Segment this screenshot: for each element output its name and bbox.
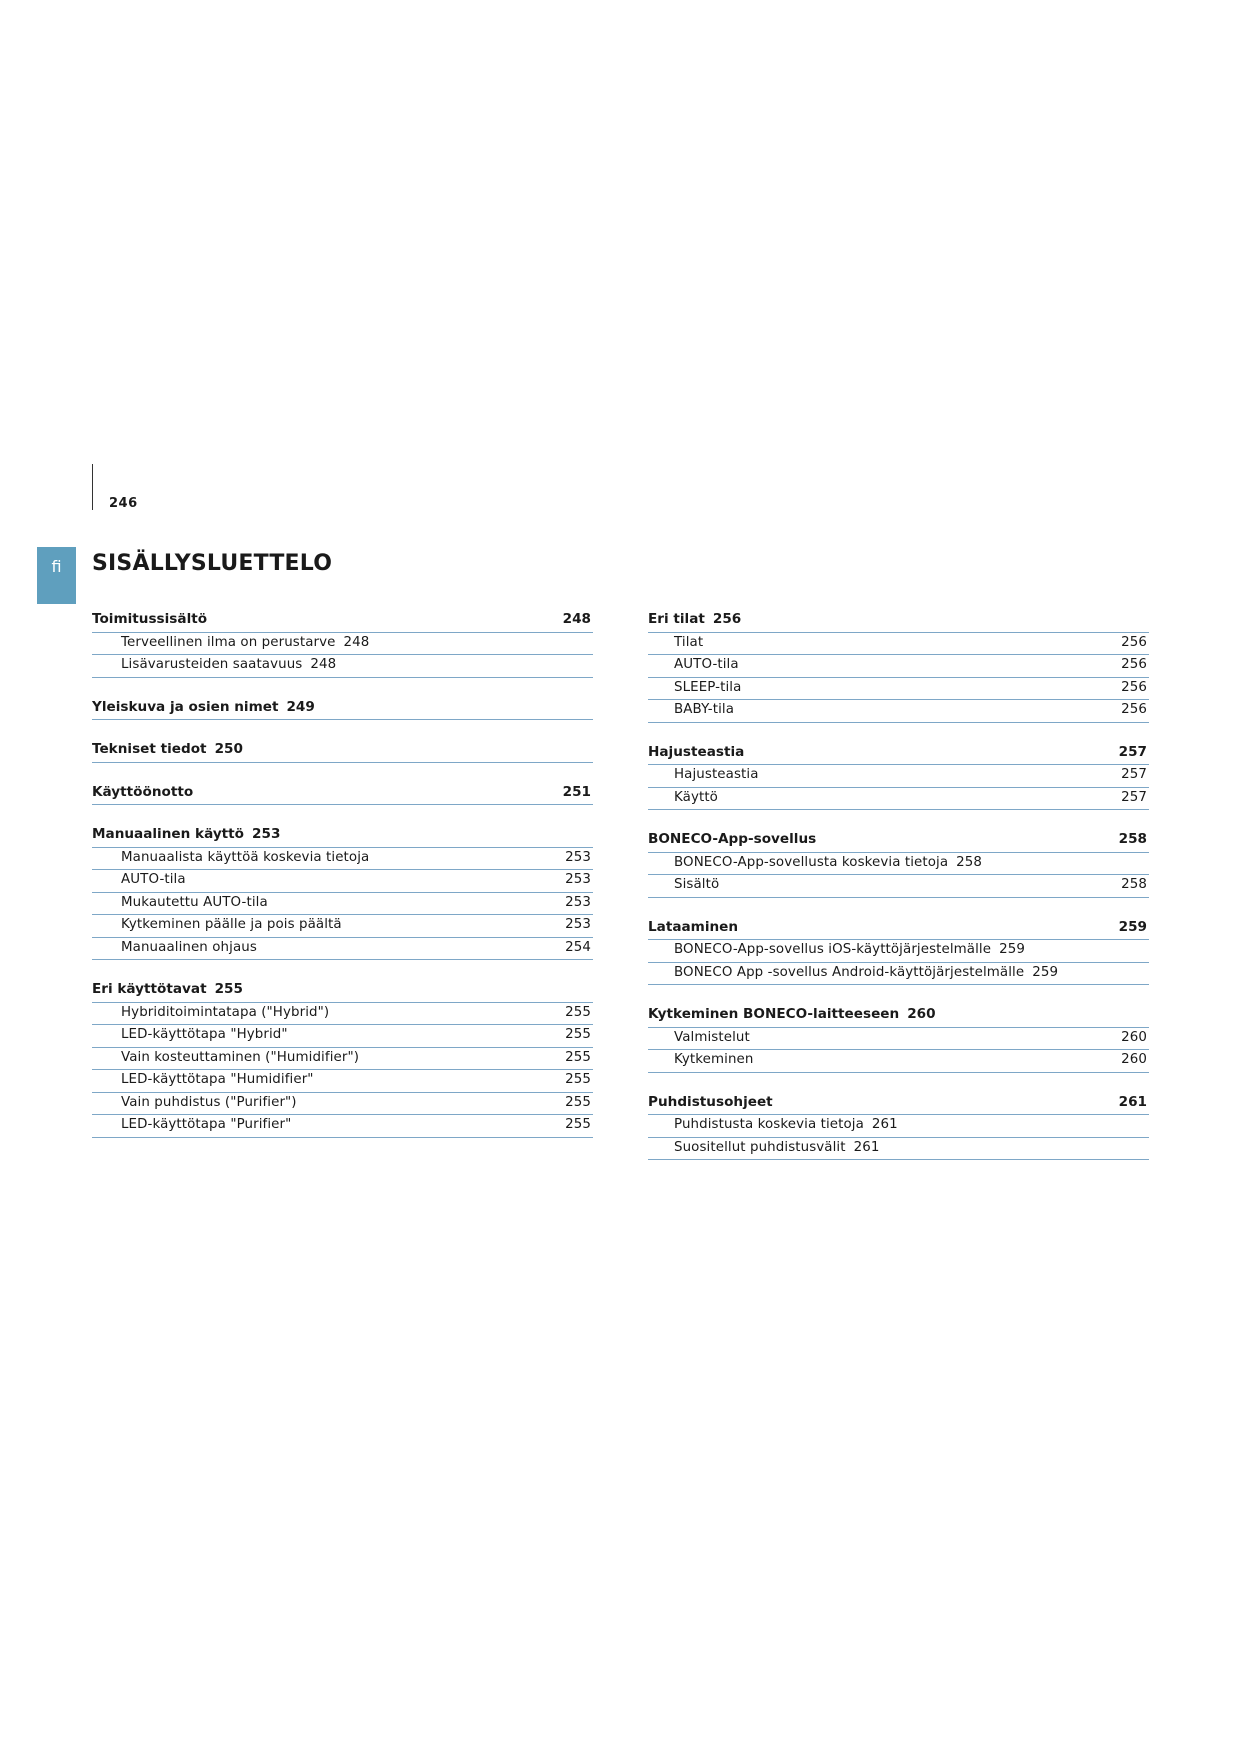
toc-section [92, 783, 593, 806]
page-title: SISÄLLYSLUETTELO [92, 551, 333, 576]
toc-entry-page-number: 257 [1118, 743, 1147, 760]
toc-entry-page-number: 248 [310, 657, 337, 672]
toc-section-heading[interactable] [92, 980, 593, 1003]
toc-section [92, 740, 593, 763]
toc-entry-page-number: 256 [712, 611, 742, 627]
toc-entry-page-number: 255 [565, 1049, 591, 1065]
toc-entry-page-number: 261 [853, 1139, 880, 1155]
toc-entry-label: BONECO-App-sovellusta koskevia tietoja [674, 854, 949, 870]
toc-entry-page-number: 249 [286, 698, 315, 715]
toc-entry-label: Manuaalinen ohjaus [121, 939, 257, 955]
toc-entry-label: Käyttö [674, 789, 718, 805]
toc-entry-label: BONECO-App-sovellus iOS-käyttöjärjestelmälle [674, 942, 992, 957]
toc-entry-label: Käyttöönotto [92, 783, 194, 800]
toc-section-heading[interactable] [648, 918, 1149, 941]
toc-section-heading[interactable] [92, 698, 593, 721]
toc-subentry[interactable] [92, 1048, 593, 1071]
toc-section [648, 1093, 1149, 1161]
toc-entry-page-number: 255 [214, 981, 243, 997]
toc-entry-label: Kytkeminen [674, 1052, 754, 1067]
toc-subentry[interactable] [92, 938, 593, 961]
toc-entry-page-number: 255 [565, 1094, 591, 1110]
toc-subentry[interactable] [92, 655, 593, 678]
toc-subentry[interactable] [92, 1070, 593, 1093]
toc-entry-page-number: 260 [1121, 1029, 1147, 1045]
toc-section-heading[interactable] [648, 743, 1149, 766]
toc-entry-label: Mukautettu AUTO-tila [121, 894, 268, 910]
toc-entry-label: BONECO-App-sovellus [648, 831, 817, 847]
toc-entry-page-number: 257 [1121, 789, 1147, 805]
toc-section [92, 698, 593, 721]
toc-entry-page-number: 253 [565, 849, 591, 865]
toc-entry-page-number: 259 [1032, 964, 1059, 980]
toc-subentry[interactable] [648, 655, 1149, 678]
toc-entry-label: Vain puhdistus ("Purifier") [121, 1094, 297, 1110]
toc-entry-label: Kytkeminen BONECO-laitteeseen [648, 1006, 900, 1022]
toc-entry-label: Hajusteastia [648, 743, 745, 760]
toc-entry-page-number: 260 [1121, 1052, 1147, 1067]
toc-section [648, 743, 1149, 811]
toc-section [92, 825, 593, 960]
toc-entry-label: Eri käyttötavat [92, 981, 207, 997]
toc-subentry[interactable] [92, 1025, 593, 1048]
toc-section [648, 918, 1149, 986]
toc-subentry[interactable] [648, 1028, 1149, 1051]
toc-entry-page-number: 256 [1121, 702, 1147, 717]
page-number-rule [92, 464, 93, 510]
toc-subentry[interactable] [648, 765, 1149, 788]
toc-section-heading[interactable] [92, 610, 593, 633]
toc-entry-label: Hajusteastia [674, 767, 759, 782]
toc-entry-page-number: 254 [565, 939, 591, 955]
toc-entry-page-number: 258 [1118, 831, 1147, 847]
toc-subentry[interactable] [92, 1003, 593, 1026]
toc-entry-label: Puhdistusohjeet [648, 1093, 773, 1110]
toc-entry-label: LED-käyttötapa "Purifier" [121, 1117, 292, 1132]
toc-entry-label: Hybriditoimintatapa ("Hybrid") [121, 1004, 330, 1020]
toc-subentry[interactable] [92, 1115, 593, 1138]
toc-entry-label: Terveellinen ilma on perustarve [121, 634, 336, 650]
toc-subentry[interactable] [648, 963, 1149, 986]
toc-subentry[interactable] [648, 875, 1149, 898]
toc-section-heading[interactable] [648, 830, 1149, 853]
toc-entry-label: Puhdistusta koskevia tietoja [674, 1117, 864, 1132]
toc-entry-label: Toimitussisältö [92, 611, 208, 627]
toc-entry-label: Manuaalista käyttöä koskevia tietoja [121, 849, 370, 865]
toc-entry-page-number: 256 [1121, 634, 1147, 650]
toc-section-heading[interactable] [648, 1005, 1149, 1028]
toc-entry-label: Tilat [674, 634, 704, 650]
toc-subentry[interactable] [92, 633, 593, 656]
toc-entry-page-number: 259 [999, 942, 1025, 957]
toc-entry-label: BABY-tila [674, 702, 735, 717]
toc-entry-label: SLEEP-tila [674, 679, 742, 695]
toc-section-heading[interactable] [92, 783, 593, 806]
toc-subentry[interactable] [648, 678, 1149, 701]
toc-subentry[interactable] [648, 633, 1149, 656]
toc-section [648, 1005, 1149, 1073]
toc-entry-label: LED-käyttötapa "Hybrid" [121, 1027, 288, 1042]
toc-entry-label: AUTO-tila [121, 872, 186, 887]
toc-entry-label: Kytkeminen päälle ja pois päältä [121, 917, 342, 932]
toc-subentry[interactable] [648, 940, 1149, 963]
toc-section [92, 980, 593, 1138]
toc-subentry[interactable] [648, 788, 1149, 811]
toc-column-left [92, 610, 593, 1158]
toc-entry-page-number: 255 [565, 1004, 591, 1020]
toc-entry-page-number: 261 [1118, 1093, 1147, 1110]
toc-subentry[interactable] [92, 915, 593, 938]
language-tab: fi [37, 547, 76, 604]
toc-entry-label: Eri tilat [648, 611, 705, 627]
toc-entry-page-number: 256 [1121, 657, 1147, 672]
toc-subentry[interactable] [92, 848, 593, 871]
toc-entry-page-number: 261 [871, 1117, 898, 1132]
toc-entry-page-number: 257 [1121, 767, 1147, 782]
toc-entry-label: Lisävarusteiden saatavuus [121, 657, 303, 672]
page-number: 246 [109, 496, 138, 511]
toc-section-heading[interactable] [92, 740, 593, 763]
toc-subentry[interactable] [648, 1050, 1149, 1073]
toc-entry-label: Manuaalinen käyttö [92, 826, 245, 842]
toc-subentry[interactable] [648, 853, 1149, 876]
toc-entry-label: Vain kosteuttaminen ("Humidifier") [121, 1049, 360, 1065]
toc-entry-page-number: 253 [565, 872, 591, 887]
toc-entry-page-number: 248 [562, 611, 591, 627]
toc-section-heading[interactable] [648, 1093, 1149, 1116]
toc-entry-label: Tekniset tiedot [92, 741, 207, 757]
toc-column-right [648, 610, 1149, 1180]
toc-entry-page-number: 256 [1121, 679, 1147, 695]
toc-section-heading[interactable] [92, 825, 593, 848]
toc-section-heading[interactable] [648, 610, 1149, 633]
toc-entry-page-number: 248 [343, 634, 370, 650]
toc-entry-page-number: 255 [565, 1027, 591, 1042]
toc-entry-label: BONECO App -sovellus Android-käyttöjärjestelmälle [674, 964, 1025, 980]
toc-subentry[interactable] [92, 870, 593, 893]
toc-entry-label: Yleiskuva ja osien nimet [92, 698, 279, 715]
toc-entry-label: Lataaminen [648, 918, 739, 935]
toc-subentry[interactable] [92, 1093, 593, 1116]
toc-entry-page-number: 253 [565, 917, 591, 932]
toc-entry-page-number: 258 [1121, 877, 1147, 892]
toc-entry-label: Valmistelut [674, 1029, 750, 1045]
toc-entry-page-number: 251 [562, 783, 591, 800]
toc-entry-label: AUTO-tila [674, 657, 739, 672]
toc-entry-page-number: 250 [214, 741, 243, 757]
toc-subentry[interactable] [92, 893, 593, 916]
toc-subentry[interactable] [648, 1138, 1149, 1161]
toc-entry-page-number: 255 [565, 1117, 591, 1132]
toc-subentry[interactable] [648, 1115, 1149, 1138]
toc-entry-label: Suositellut puhdistusvälit [674, 1139, 846, 1155]
toc-section [648, 610, 1149, 723]
toc-section [92, 610, 593, 678]
toc-entry-label: LED-käyttötapa "Humidifier" [121, 1072, 314, 1087]
toc-entry-page-number: 259 [1118, 918, 1147, 935]
toc-subentry[interactable] [648, 700, 1149, 723]
toc-entry-page-number: 255 [565, 1072, 591, 1087]
toc-entry-page-number: 253 [565, 894, 591, 910]
toc-entry-page-number: 258 [956, 854, 983, 870]
toc-entry-page-number: 253 [252, 826, 281, 842]
toc-entry-page-number: 260 [907, 1006, 936, 1022]
toc-section [648, 830, 1149, 898]
toc-entry-label: Sisältö [674, 877, 720, 892]
